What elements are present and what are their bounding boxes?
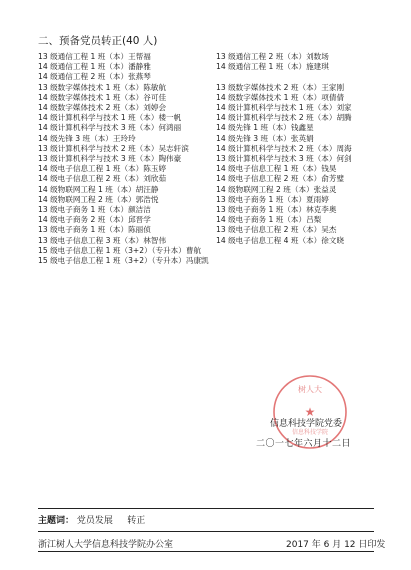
member-entry: 13 级电子商务 1 班（本）夏雨婷 [216, 194, 329, 204]
roster-row [38, 185, 388, 195]
member-entry: 15 级电子信息工程 1 班（3+2）（专升本）曹航 [38, 245, 202, 255]
member-entry: 13 级电子信息工程 3 班（本）林智伟 [38, 235, 167, 245]
member-entry: 14 级电子信息工程 2 班（本）俞芳璧 [216, 174, 345, 184]
svg-text:树人大: 树人大 [298, 385, 322, 394]
member-entry: 14 级计算机科学与技术 1 班（本）楼一帆 [38, 113, 182, 123]
roster-row [38, 103, 388, 113]
member-entry: 13 级电子信息工程 2 班（本）吴杰 [216, 225, 337, 235]
member-entry: 14 级电子信息工程 1 班（本）钱昊 [216, 164, 337, 174]
roster-row [38, 134, 388, 144]
roster-row [38, 123, 388, 133]
member-entry: 14 级物联网工程 2 班（本）张益灵 [216, 184, 337, 194]
roster-row [38, 144, 388, 154]
member-entry: 13 级计算机科学与技术 3 班（本）陶伟豪 [38, 154, 182, 164]
member-entry: 13 级电子商务 1 班（本）颜洁洁 [38, 205, 151, 215]
roster-row [38, 62, 388, 72]
member-entry: 14 级先锋 3 班（本）王玲玲 [38, 133, 136, 143]
member-entry: 13 级通信工程 2 班（本）刘数场 [216, 52, 329, 61]
roster-row [38, 174, 388, 184]
divider-bottom [38, 551, 374, 552]
roster-row [38, 93, 388, 103]
roster-row [38, 83, 388, 93]
member-entry: 14 级电子商务 1 班（本）吕梨 [216, 215, 322, 225]
signature-date: 二〇一七年六月十二日 [256, 439, 352, 449]
footer-date: 2017 年 6 月 12 日印发 [286, 540, 386, 550]
member-entry: 14 级计算机科学与技术 3 班（本）何鸿丽 [38, 123, 182, 133]
member-entry: 14 级电子商务 2 班（本）邱晋学 [38, 215, 151, 225]
roster-row [38, 236, 388, 246]
roster-row [38, 195, 388, 205]
divider-middle [38, 531, 374, 532]
keywords-value: 党员发展 转正 [76, 516, 146, 526]
member-entry: 13 级数字媒体技术 1 班（本）陈敏航 [38, 82, 167, 92]
member-entry: 13 级通信工程 1 班（本）王帮福 [38, 52, 151, 61]
member-entry: 13 级数字媒体技术 2 班（本）王家刚 [216, 82, 345, 92]
member-entry: 14 级计算机科学与技术 1 班（本）刘家 [216, 103, 352, 113]
member-entry: 14 级通信工程 2 班（本）张燕琴 [38, 72, 151, 82]
member-entry: 14 级先锋 3 班（本）张英娟 [216, 133, 314, 143]
member-entry: 13 级电子商务 1 班（本）林克李奥 [216, 205, 337, 215]
roster-row [38, 215, 388, 225]
member-entry: 13 级计算机科学与技术 3 班（本）何剑 [216, 154, 352, 164]
roster-list [38, 52, 388, 266]
roster-row [38, 205, 388, 215]
roster-row [38, 246, 388, 256]
member-entry: 14 级物联网工程 1 班（本）胡汪静 [38, 184, 159, 194]
member-entry: 14 级通信工程 1 班（本）潘静雅 [38, 62, 151, 72]
member-entry: 14 级物联网工程 2 班（本）郭浩悦 [38, 194, 159, 204]
roster-row [38, 72, 388, 82]
roster-row [38, 256, 388, 266]
member-entry: 15 级电子信息工程 1 班（3+2）（专升本）冯康凯 [38, 256, 209, 266]
svg-text:★: ★ [304, 405, 316, 419]
member-entry: 14 级数字媒体技术 1 班（本）项倩倩 [216, 92, 345, 102]
keywords-line [38, 513, 145, 526]
section-title: 二、预备党员转正(40 人) [38, 35, 158, 47]
roster-row [38, 52, 388, 62]
roster-row [38, 113, 388, 123]
member-entry: 13 级计算机科学与技术 2 班（本）吴志轩滨 [38, 143, 189, 153]
member-entry: 14 级电子信息工程 1 班（本）陈玉婷 [38, 164, 167, 174]
member-entry: 14 级数字媒体技术 1 班（本）谷可佳 [38, 92, 167, 102]
roster-row [38, 225, 388, 235]
signature-org: 信息科技学院党委 [270, 419, 343, 429]
member-entry: 14 级电子信息工程 4 班（本）徐文晓 [216, 235, 345, 245]
member-entry: 14 级计算机科学与技术 2 班（本）周海 [216, 143, 352, 153]
keywords-label: 主题词： [38, 516, 75, 526]
member-entry: 14 级计算机科学与技术 2 班（本）胡腾 [216, 113, 352, 123]
roster-row [38, 154, 388, 164]
member-entry: 13 级电子商务 1 班（本）陈丽侦 [38, 225, 151, 235]
member-entry: 14 级电子信息工程 2 班（本）刘欣茹 [38, 174, 167, 184]
svg-text:信息科技学院: 信息科技学院 [291, 429, 329, 436]
divider-top [38, 508, 374, 509]
roster-row [38, 164, 388, 174]
member-entry: 14 级通信工程 1 班（本）施建琪 [216, 62, 329, 72]
footer-office: 浙江树人大学信息科技学院办公室 [38, 540, 174, 550]
member-entry: 14 级数字媒体技术 2 班（本）刘婷会 [38, 103, 167, 113]
member-entry: 14 级先锋 1 班（本）钱鑫星 [216, 123, 314, 133]
